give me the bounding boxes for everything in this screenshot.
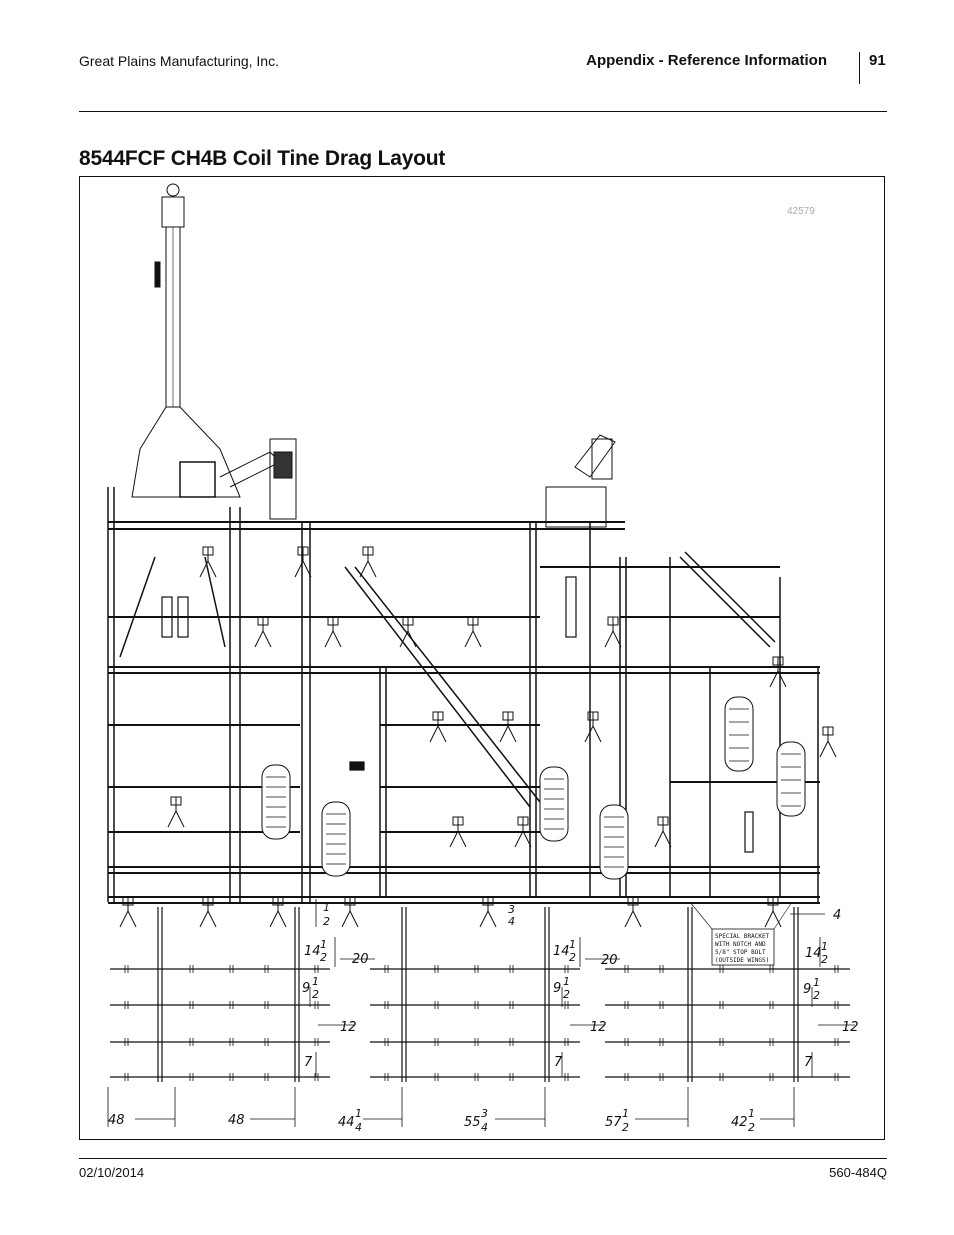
svg-text:1: 1 — [312, 975, 319, 988]
svg-text:1: 1 — [748, 1107, 755, 1120]
svg-text:14: 14 — [553, 944, 570, 959]
svg-text:9: 9 — [803, 982, 812, 997]
svg-text:12: 12 — [590, 1020, 607, 1035]
header-company: Great Plains Manufacturing, Inc. — [79, 53, 279, 69]
tine-bars — [110, 969, 850, 1077]
svg-text:55: 55 — [464, 1115, 481, 1130]
svg-text:1: 1 — [569, 938, 576, 951]
footer-doc-number: 560-484Q — [829, 1165, 887, 1180]
svg-text:48: 48 — [228, 1113, 245, 1128]
svg-text:2: 2 — [622, 1121, 629, 1134]
svg-text:57: 57 — [605, 1115, 622, 1130]
svg-text:4: 4 — [355, 1121, 362, 1134]
layout-drawing — [80, 177, 886, 1141]
center-lift-assembly — [270, 435, 615, 527]
svg-text:1: 1 — [320, 938, 327, 951]
svg-text:3: 3 — [508, 903, 515, 916]
svg-text:2: 2 — [821, 953, 828, 966]
svg-text:20: 20 — [601, 953, 618, 968]
svg-text:5/8" STOP BOLT: 5/8" STOP BOLT — [715, 949, 766, 956]
svg-text:12: 12 — [340, 1020, 357, 1035]
svg-text:7: 7 — [304, 1055, 313, 1070]
footer-date: 02/10/2014 — [79, 1165, 145, 1180]
svg-text:2: 2 — [569, 951, 576, 964]
svg-text:14: 14 — [304, 944, 321, 959]
svg-text:48: 48 — [108, 1113, 125, 1128]
svg-text:(OUTSIDE WINGS): (OUTSIDE WINGS) — [715, 957, 770, 964]
cylinders — [162, 577, 753, 852]
svg-text:1: 1 — [355, 1107, 362, 1120]
svg-text:SPECIAL BRACKET: SPECIAL BRACKET — [715, 933, 770, 940]
special-bracket-note — [690, 902, 792, 965]
page-title: 8544FCF CH4B Coil Tine Drag Layout — [79, 147, 446, 170]
svg-text:2: 2 — [813, 989, 820, 1002]
page-number: 91 — [869, 52, 886, 69]
header-divider — [859, 52, 860, 84]
svg-text:1: 1 — [813, 976, 820, 989]
svg-text:7: 7 — [804, 1055, 813, 1070]
svg-text:1: 1 — [821, 940, 828, 953]
tine-coils — [125, 965, 838, 1081]
svg-text:1: 1 — [563, 975, 570, 988]
figure-id: 42579 — [787, 206, 815, 217]
svg-text:44: 44 — [338, 1115, 355, 1130]
svg-text:9: 9 — [553, 981, 562, 996]
svg-text:14: 14 — [805, 946, 822, 961]
svg-text:4: 4 — [481, 1121, 488, 1134]
svg-text:7: 7 — [554, 1055, 563, 1070]
svg-text:WITH NOTCH AND: WITH NOTCH AND — [715, 941, 766, 948]
svg-text:4: 4 — [833, 908, 842, 923]
svg-text:2: 2 — [320, 951, 327, 964]
footer-rule — [79, 1158, 887, 1159]
svg-text:20: 20 — [352, 952, 369, 967]
svg-text:1: 1 — [323, 901, 330, 914]
svg-text:9: 9 — [302, 981, 311, 996]
diagonal-braces — [120, 552, 775, 807]
frame-uprights — [108, 487, 818, 902]
header-rule — [79, 111, 887, 112]
svg-text:3: 3 — [481, 1107, 488, 1120]
figure-frame — [79, 176, 885, 1140]
svg-text:1: 1 — [622, 1107, 629, 1120]
svg-text:2: 2 — [563, 988, 570, 1001]
svg-text:4: 4 — [508, 915, 515, 928]
header-section: Appendix - Reference Information — [586, 52, 827, 69]
tine-arms — [158, 907, 798, 1082]
svg-text:2: 2 — [312, 988, 319, 1001]
svg-text:2: 2 — [323, 915, 330, 928]
hitch-tongue — [132, 184, 280, 497]
svg-text:42: 42 — [731, 1115, 748, 1130]
svg-text:12: 12 — [842, 1020, 859, 1035]
svg-text:2: 2 — [748, 1121, 755, 1134]
